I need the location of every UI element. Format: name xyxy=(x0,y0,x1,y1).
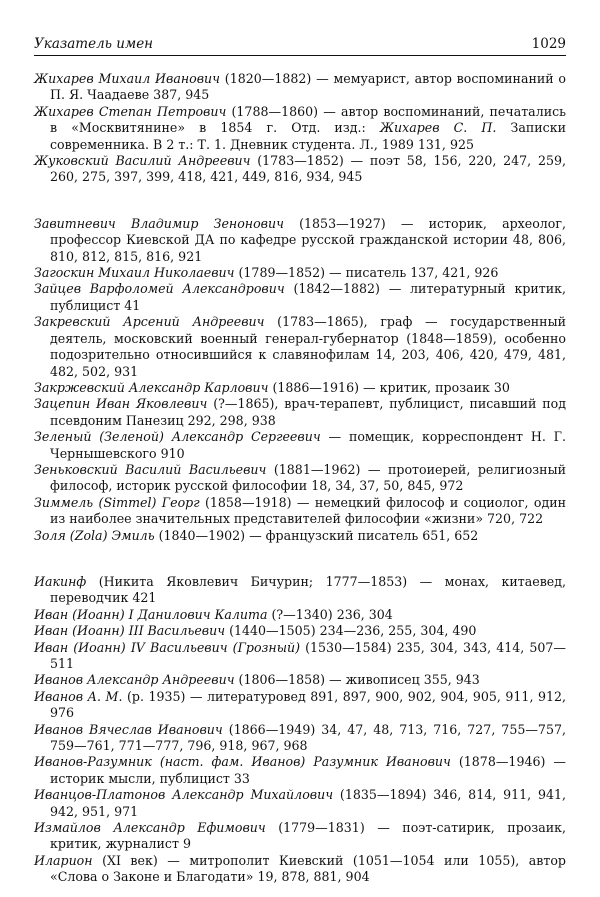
entry-name: Жуковский Василий Андреевич xyxy=(34,153,251,169)
name-index xyxy=(34,71,566,886)
entry-name: Иванов-Разумник (наст. фам. Иванов) Разумник Иванович xyxy=(34,754,451,770)
index-entry xyxy=(34,754,566,787)
running-title: Указатель имен xyxy=(34,36,154,52)
page-number: 1029 xyxy=(531,36,566,52)
entry-text: (1878—1946) — историк мысли, публицист 33 xyxy=(50,754,567,786)
index-entry xyxy=(34,495,566,528)
index-entry xyxy=(34,689,566,722)
entry-name: Зеньковский Василий Васильевич xyxy=(34,461,267,477)
header-rule xyxy=(34,55,566,56)
index-entry xyxy=(34,820,566,853)
index-entry xyxy=(34,104,566,153)
index-entry xyxy=(34,265,566,281)
entry-text: (1440—1505) 234—236, 255, 304, 490 xyxy=(225,623,477,639)
entry-text: Записки современника. В 2 т.: Т. 1. Дневник студента. Л., 1989 131, 925 xyxy=(50,120,567,152)
entry-text: (р. 1935) — литературовед 891, 897, 900, 902, 904, 905, 911, 912, 976 xyxy=(50,688,566,721)
entry-name: Иларион xyxy=(34,852,93,868)
index-entry xyxy=(34,380,566,396)
entry-text: (?—1865), врач-терапевт, публицист, писавший под псевдоним Панезиц 292, 298, 938 xyxy=(50,396,566,428)
entry-name: Иван (Иоанн) III Васильевич xyxy=(34,623,226,639)
entry-text: (1853—1927) — историк, археолог, профессор Киевской ДА по кафедре русской гражданской истории 48, 806, 810, 812, 815, 816, 921 xyxy=(50,215,566,264)
entry-name: Жихарев Степан Петрович xyxy=(34,103,227,119)
entry-text: (1866—1949) 34, 47, 48, 713, 716, 727, 755—757, 759—761, 771—777, 796, 918, 967, 968 xyxy=(50,721,566,754)
index-entry xyxy=(34,314,566,380)
index-entry xyxy=(34,672,566,688)
entry-name: Иакинф xyxy=(34,573,87,589)
index-entry xyxy=(34,607,566,623)
entry-name: Золя (Zola) Эмиль xyxy=(34,527,155,543)
entry-text: (1881—1962) — протоиерей, религиозный философ, историк русской философии 18, 34, 37, 50, 845, 972 xyxy=(50,461,566,494)
entry-name: Иванов А. М. xyxy=(34,688,123,704)
entry-text: (1783—1852) — поэт 58, 156, 220, 247, 259, 260, 275, 397, 399, 418, 421, 449, 816, 934, 945 xyxy=(50,153,566,185)
entry-name: Жихарев Михаил Иванович xyxy=(34,71,220,86)
entry-name: Зацепин Иван Яковлевич xyxy=(34,396,208,412)
index-entry xyxy=(34,574,566,607)
entry-name: Иванов Вячеслав Иванович xyxy=(34,721,223,737)
entry-name: Измайлов Александр Ефимович xyxy=(34,820,266,836)
entry-name: Загоскин Михаил Николаевич xyxy=(34,265,235,281)
entry-text: (XI век) — митрополит Киевский (1051—1054 или 1055), автор «Слова о Законе и Благодати» 19, 878, 881, 904 xyxy=(50,852,566,885)
entry-text: (1858—1918) — немецкий философ и социолог, один из наиболее значительных представителей философии «жизни» 720, 722 xyxy=(50,494,566,527)
entry-text: (1783—1865), граф — государственный деятель, московский военный генерал-губернатор (1848—1859), особенно подозрительно относившийся к славянофилам 14, 203, 406, 420, 479, 481, 482, 502, 931 xyxy=(50,314,566,379)
entry-text: (1530—1584) 235, 304, 343, 414, 507—511 xyxy=(50,639,566,671)
entry-text: (?—1340) 236, 304 xyxy=(267,606,393,622)
entry-text: (1886—1916) — критик, прозаик 30 xyxy=(268,379,510,395)
entry-name: Иванов Александр Андреевич xyxy=(34,672,235,688)
entry-name: Иванцов-Платонов Александр Михайлович xyxy=(34,787,334,803)
index-entry xyxy=(34,396,566,429)
index-entry xyxy=(34,528,566,544)
entry-text: (1779—1831) — поэт-сатирик, прозаик, критик, журналист 9 xyxy=(50,820,566,852)
running-header xyxy=(34,36,566,52)
index-entry xyxy=(34,787,566,820)
index-entry xyxy=(34,281,566,314)
entry-text: (1789—1852) — писатель 137, 421, 926 xyxy=(234,265,499,281)
entry-name: Жихарев С. П. xyxy=(379,120,497,136)
entry-text: (1840—1902) — французский писатель 651, 652 xyxy=(154,527,479,543)
index-entry xyxy=(34,216,566,265)
entry-name: Иван (Иоанн) I Данилович Калита xyxy=(34,606,268,622)
index-entry xyxy=(34,429,566,462)
index-section xyxy=(34,71,566,186)
entry-text: (Никита Яковлевич Бичурин; 1777—1853) — монах, китаевед, переводчик 421 xyxy=(50,573,566,606)
entry-name: Зайцев Варфоломей Александрович xyxy=(34,281,285,297)
entry-text: (1820—1882) — мемуарист, автор воспоминаний о П. Я. Чаадаеве 387, 945 xyxy=(50,71,566,103)
entry-text: (1842—1882) — литературный критик, публицист 41 xyxy=(50,281,567,313)
index-entry xyxy=(34,722,566,755)
index-entry xyxy=(34,153,566,186)
index-entry xyxy=(34,853,566,886)
index-entry xyxy=(34,623,566,639)
index-entry xyxy=(34,640,566,673)
entry-name: Закревский Арсений Андреевич xyxy=(34,314,265,330)
entry-name: Закржевский Александр Карлович xyxy=(34,379,269,395)
entry-name: Зиммель (Simmel) Георг xyxy=(34,494,200,510)
index-entry xyxy=(34,462,566,495)
entry-text: (1835—1894) 346, 814, 911, 941, 942, 951, 971 xyxy=(50,787,567,819)
entry-text: (1806—1858) — живописец 355, 943 xyxy=(234,672,480,688)
entry-text: (1788—1860) — автор воспоминаний, печатались в «Москвитянине» в 1854 г. Отд. изд.: xyxy=(50,103,566,136)
entry-text: — помещик, корреспондент Н. Г. Чернышевского 910 xyxy=(50,429,567,461)
entry-name: Иван (Иоанн) IV Васильевич (Грозный) xyxy=(34,639,300,655)
index-section xyxy=(34,574,566,886)
entry-name: Зеленый (Зеленой) Александр Сергеевич xyxy=(34,429,321,445)
entry-name: Завитневич Владимир Зенонович xyxy=(34,215,284,231)
index-section xyxy=(34,216,566,544)
index-entry xyxy=(34,71,566,104)
